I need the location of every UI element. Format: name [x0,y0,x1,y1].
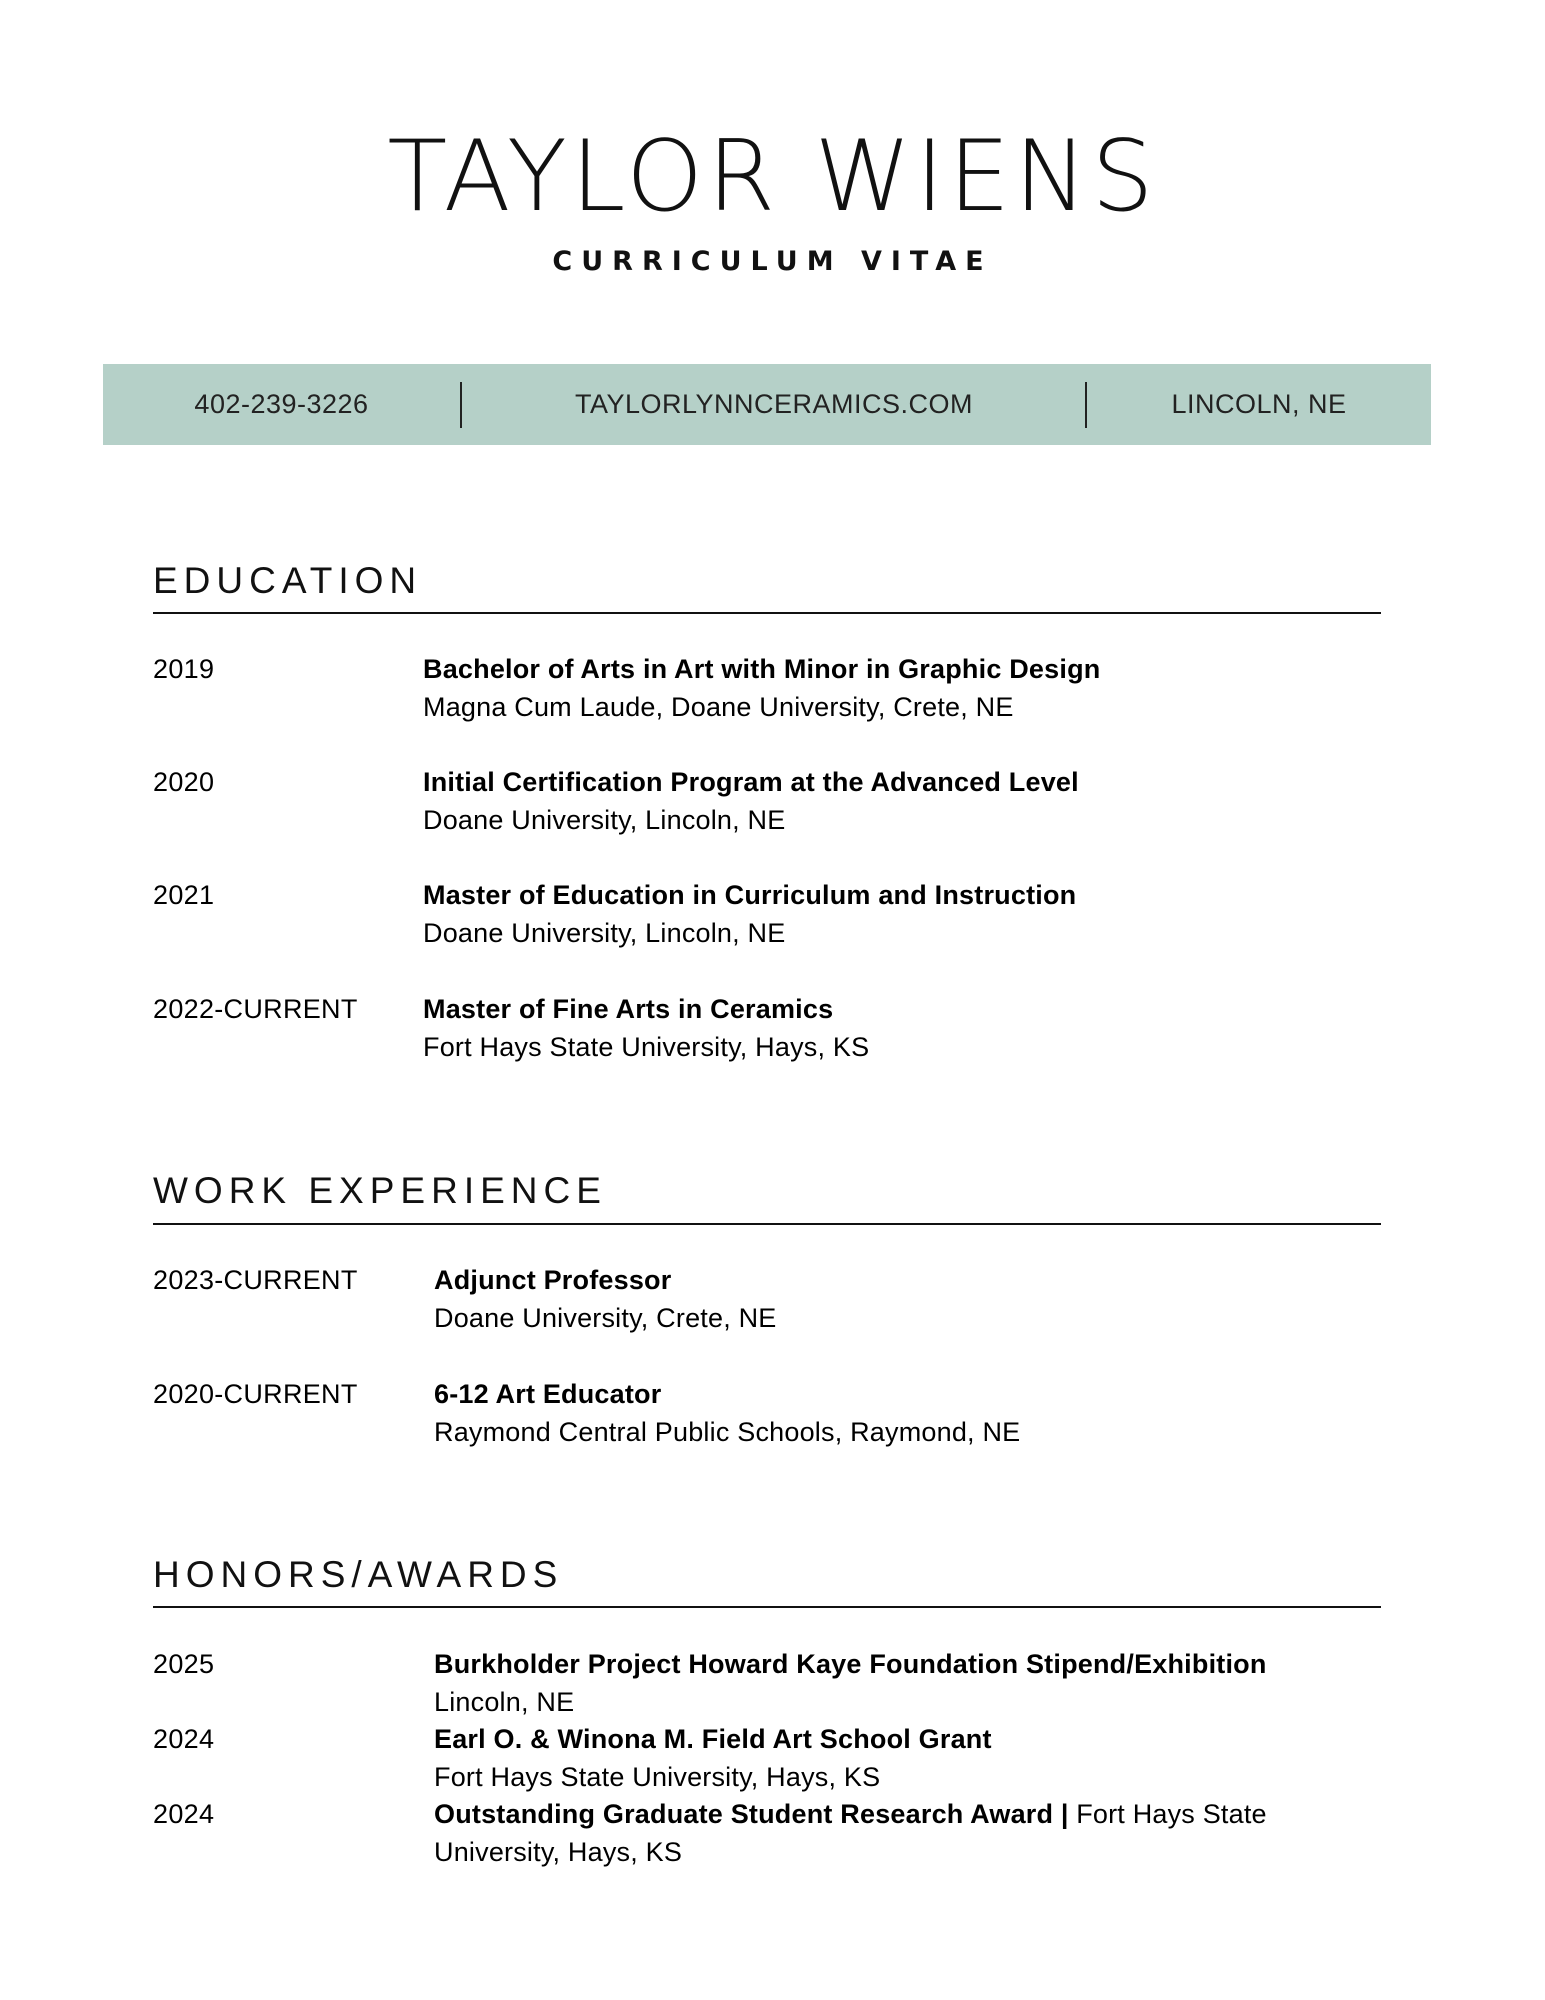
entry-title: Burkholder Project Howard Kaye Foundation Stipend/Exhibition [434,1649,1267,1679]
entry-detail: Magna Cum Laude, Doane University, Crete, NE [423,692,1014,722]
cv-name: TAYLOR WIENS [387,120,1158,234]
entry-year: 2025 [153,1649,215,1679]
contact-bar [103,364,1431,445]
entry-year: 2023-CURRENT [153,1265,358,1295]
entry-year: 2020 [153,767,215,797]
contact-website[interactable]: TAYLORLYNNCERAMICS.COM [574,389,974,419]
contact-location: LINCOLN, NE [1171,389,1347,419]
honors-rule [153,1606,1381,1608]
entry-detail: Doane University, Lincoln, NE [423,805,786,835]
entry-year: 2024 [153,1724,215,1754]
work-heading: WORK EXPERIENCE [153,1170,607,1211]
entry-year: 2024 [153,1799,215,1829]
entry-detail: Fort Hays State University, Hays, KS [423,1032,870,1062]
entry-detail: Fort Hays State University, Hays, KS [434,1799,1267,1867]
entry-detail: Fort Hays State University, Hays, KS [434,1762,881,1792]
entry-year: 2021 [153,880,215,910]
entry-title: Earl O. & Winona M. Field Art School Grant [434,1724,992,1754]
entry-title: 6-12 Art Educator [434,1379,662,1409]
entry-title: Outstanding Graduate Student Research Award | [434,1799,1069,1829]
entry-title: Master of Fine Arts in Ceramics [423,994,834,1024]
entry-year: 2019 [153,654,215,684]
cv-subtitle: CURRICULUM VITAE [552,246,993,277]
entry-year: 2022-CURRENT [153,994,358,1024]
entry-year: 2020-CURRENT [153,1379,358,1409]
education-rule [153,612,1381,614]
work-rule [153,1223,1381,1225]
entry-title: Initial Certification Program at the Advanced Level [423,767,1079,797]
entry-detail: Lincoln, NE [434,1687,575,1717]
entry-detail: Doane University, Lincoln, NE [423,918,786,948]
contact-phone[interactable]: 402-239-3226 [194,389,369,419]
entry-title: Bachelor of Arts in Art with Minor in Graphic Design [423,654,1101,684]
entry-detail: Raymond Central Public Schools, Raymond, NE [434,1417,1021,1447]
entry-title: Adjunct Professor [434,1265,672,1295]
education-heading: EDUCATION [153,560,423,601]
entry-title: Master of Education in Curriculum and Instruction [423,880,1077,910]
honors-heading: HONORS/AWARDS [153,1554,564,1595]
entry-detail: Doane University, Crete, NE [434,1303,777,1333]
